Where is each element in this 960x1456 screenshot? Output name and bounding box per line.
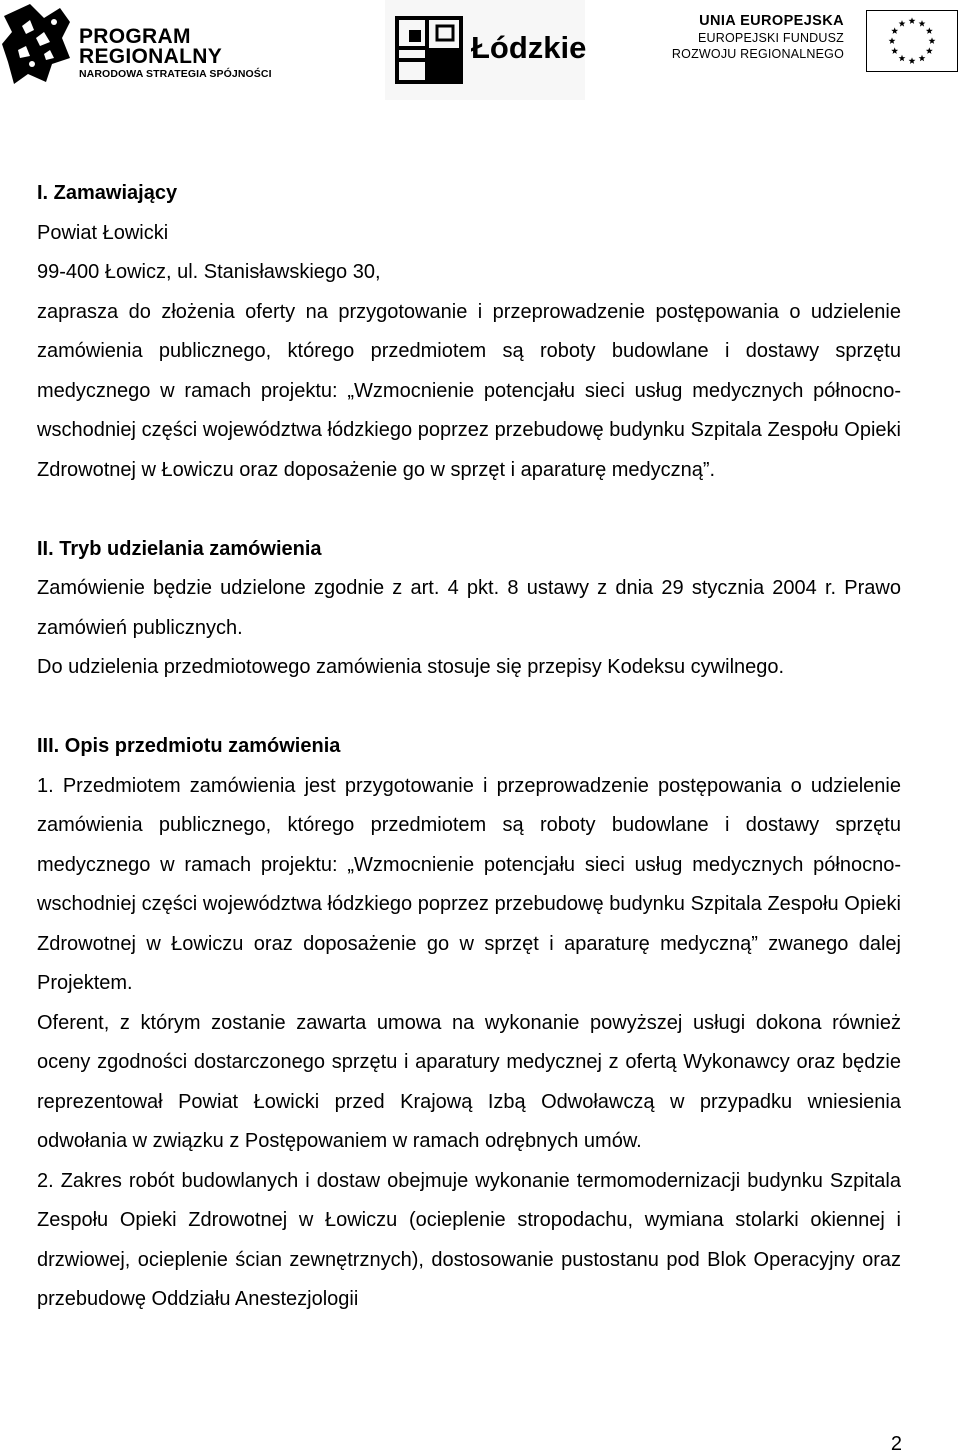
program-regionalny-line3: NARODOWA STRATEGIA SPÓJNOŚCI <box>79 68 272 80</box>
eu-star-icon <box>909 57 916 64</box>
eu-star-icon <box>891 27 898 34</box>
program-regionalny-logo <box>0 2 272 87</box>
page-header <box>0 0 960 100</box>
eu-star-icon <box>919 20 926 27</box>
eu-star-icon <box>919 55 926 62</box>
eu-star-icon <box>929 37 936 44</box>
eu-star-icon <box>926 47 933 54</box>
page-number: 2 <box>890 1433 902 1455</box>
eu-line2: EUROPEJSKI FUNDUSZ <box>698 31 844 45</box>
section1-heading: I. Zamawiający <box>37 182 178 204</box>
eu-star-icon <box>899 20 906 27</box>
section2-heading: II. Tryb udzielania zamówienia <box>37 537 322 560</box>
eu-star-icon <box>926 27 933 34</box>
eu-star-icon <box>909 17 916 24</box>
section1-body: zaprasza do złożenia oferty na przygotowanie i przeprowadzenie postępowania o udzielenie zamówienia publicznego, którego przedmiotem są roboty budowlane i dostawy sprzętu medycznego w ramach projektu: „Wzmocnienie potencjału sieci usług medycznych północno-wschodniej części województwa łódzkiego poprzez przebudowę budynku Szpitala Zespołu Opieki Zdrowotnej w Łowiczu oraz doposażenie go w sprzęt i aparaturę medyczną”. <box>37 300 901 481</box>
section2-para1: Zamówienie będzie udzielone zgodnie z art. 4 pkt. 8 ustawy z dnia 29 stycznia 2004 r. Prawo zamówień publicznych. <box>37 577 901 639</box>
document-body <box>37 174 901 1320</box>
contracting-authority-name: Powiat Łowicki <box>37 221 169 244</box>
eu-star-icon <box>891 47 898 54</box>
section2-para2: Do udzielenia przedmiotowego zamówienia stosuje się przepisy Kodeksu cywilnego. <box>37 656 785 678</box>
section3-para1: 1. Przedmiotem zamówienia jest przygotowanie i przeprowadzenie postępowania o udzielenie zamówienia publicznego, którego przedmiotem są roboty budowlane i dostawy sprzętu medycznego w ramach projektu: „Wzmocnienie potencjału sieci usług medycznych północno-wschodniej części województwa łódzkiego poprzez przebudowę budynku Szpitala Zespołu Opieki Zdrowotnej w Łowiczu oraz doposażenie go w sprzęt i aparaturę medyczną” zwanego dalej Projektem. <box>37 774 901 994</box>
eu-line3: ROZWOJU REGIONALNEGO <box>671 47 844 61</box>
lodzkie-label: Łódzkie <box>471 30 587 65</box>
eu-star-icon <box>899 55 906 62</box>
program-regionalny-line1: PROGRAM <box>79 25 191 48</box>
section3-heading: III. Opis przedmiotu zamówienia <box>37 735 341 757</box>
lodzkie-logo <box>385 0 585 100</box>
section3-para2: Oferent, z którym zostanie zawarta umowa na wykonanie powyższej usługi dokona również oceny zgodności dostarczonego sprzętu i aparatury medycznej z ofertą Wykonawcy oraz będzie reprezentował Powiat Łowicki przed Krajową Izbą Odwoławczą w przypadku wniesienia odwołania w związku z Postępowaniem w ramach odrębnych umów. <box>37 1011 901 1152</box>
contracting-authority-address: 99-400 Łowicz, ul. Stanisławskiego 30, <box>37 261 381 283</box>
lodzkie-emblem-icon <box>395 16 465 84</box>
section3-para3: 2. Zakres robót budowlanych i dostaw obejmuje wykonanie termomodernizacji budynku Szpitala Zespołu Opieki Zdrowotnej w Łowiczu (ocieplenie stropodachu, wymiana stolarki okiennej i drzwiowej, ocieplenie ścian zewnętrznych), dostosowanie pustostanu pod Blok Operacyjny oraz przebudowę Oddziału Anestezjologii <box>37 1169 901 1310</box>
eu-flag-icon <box>866 10 958 72</box>
program-regionalny-emblem-icon <box>0 2 72 87</box>
eu-logo-text <box>672 12 844 62</box>
program-regionalny-line2: REGIONALNY <box>79 45 223 68</box>
eu-line1: UNIA EUROPEJSKA <box>699 13 844 29</box>
eu-star-icon <box>889 37 896 44</box>
